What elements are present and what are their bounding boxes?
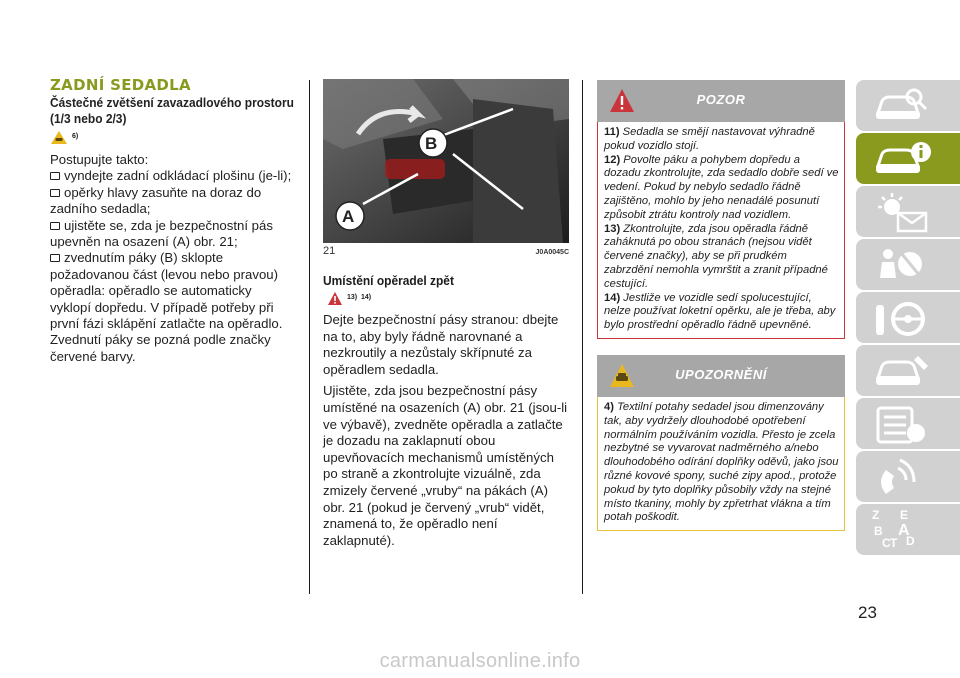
intro-text: Postupujte takto:	[50, 152, 149, 167]
figure-code: J0A0045C	[535, 249, 569, 256]
step-text: opěrky hlavy zasuňte na doraz do zadního sedadla;	[50, 184, 262, 217]
pozor-note: 12) Povolte páku a pohybem dopředu a dozadu zkontrolujte, zda sedadlo dobře sedí ve vedení. Pokud by nebylo sedadlo řádně zajištěno, mohlo by jeho nenadálé posunutí způsobit ztrátu kontroly nad vozidlem.	[604, 153, 839, 221]
tab-steering-wheel[interactable]	[856, 292, 960, 343]
left-column	[50, 76, 295, 365]
subsection-title: Částečné zvětšení zavazadlového prostoru (1/3 nebo 2/3)	[50, 95, 294, 126]
step-text: ujistěte se, zda je bezpečnostní pás upevněn na osazení (A) obr. 21;	[50, 217, 273, 250]
tab-car-info[interactable]	[856, 133, 960, 184]
checkbox-bullet-icon	[50, 254, 60, 262]
figure-21-photo	[323, 79, 569, 243]
upozorneni-box	[597, 397, 845, 531]
section-title: ZADNÍ SEDADLA	[50, 76, 191, 94]
tab-index[interactable]	[856, 504, 960, 555]
pozor-box	[597, 122, 845, 339]
specifications-icon	[872, 405, 928, 445]
step-item	[50, 168, 295, 184]
warning-ref-number: 6)	[72, 133, 79, 140]
middle-column	[323, 79, 569, 549]
caution-car-icon	[50, 130, 68, 145]
paragraph: Dejte bezpečnostní pásy stranou: dbejte na to, aby byly řádně narovnané a nezkroutily a nezůstaly skřípnuté za opěradlem sedadla.	[323, 312, 559, 377]
callout-b: B	[425, 134, 438, 153]
airbag-icon	[872, 246, 928, 286]
callout-a: A	[342, 207, 355, 226]
car-service-icon	[872, 352, 932, 392]
chapter-tabs	[856, 80, 960, 557]
tab-car-search[interactable]	[856, 80, 960, 131]
upozorneni-note: 4) Textilní potahy sedadel jsou dimenzovány tak, aby vydržely dlouhodobé opotřebení normálním používáním vozidla. Přesto je zcela nezbytné se vyvarovat nadměrného a/nebo dlouhodobého odírání doplňky oděvů, jako jsou různé kovové spony, suché zipy apod., protože pokud by tyto doplňky působily vždy na stejné místo tkaniny, mohly by zpřetrhat vlákna a tím potah poškodit.	[604, 400, 839, 524]
step-item	[50, 218, 295, 251]
figure-number: 21	[323, 245, 336, 257]
paragraph: Ujistěte, zda jsou bezpečnostní pásy umístěné na osazeních (A) obr. 21 (jsou-li ve výbavě), zvedněte opěradla a zatlačte je dozadu na zaklapnutí obou upevňovacích mechanismů umístěných po straně a zkontrolujte vizuálně, zda zmizely červené „vruby“ na pákách (A) obr. 21 (pokud je červený „vrub“ vidět, znamená to, že opěradlo není zaklapnuté).	[323, 383, 568, 548]
upozorneni-header	[597, 355, 845, 397]
watermark: carmanualsonline.info	[379, 650, 581, 672]
warning-reference	[50, 130, 295, 150]
warning-references	[327, 291, 569, 311]
upozorneni-title: UPOZORNĚNÍ	[675, 366, 767, 382]
tab-car-service[interactable]	[856, 345, 960, 396]
tab-multimedia[interactable]	[856, 451, 960, 502]
page-number: 23	[858, 603, 877, 622]
tab-specifications[interactable]	[856, 398, 960, 449]
pozor-title: POZOR	[696, 92, 746, 107]
multimedia-icon	[872, 458, 928, 498]
right-column	[597, 80, 845, 531]
pozor-header	[597, 80, 845, 122]
tab-airbag[interactable]	[856, 239, 960, 290]
index-icon: Z E B A D C T	[872, 508, 915, 550]
tab-warning-lights[interactable]	[856, 186, 960, 237]
pozor-note: 11) Sedadla se smějí nastavovat výhradně pokud vozidlo stojí.	[604, 126, 815, 152]
column-divider	[582, 80, 583, 594]
pozor-note: 13) Zkontrolujte, zda jsou opěradla řádně zaháknutá po obou stranách (nejsou vidět červené značky), aby se při prudkém zabrzdění nemohla vymrštit a zranit případné cestující.	[604, 222, 828, 290]
checkbox-bullet-icon	[50, 172, 60, 180]
subsection-title: Umístění opěradel zpět	[323, 273, 454, 288]
checkbox-bullet-icon	[50, 222, 60, 230]
car-info-icon	[872, 140, 934, 180]
step-item	[50, 185, 295, 218]
step-item	[50, 250, 295, 365]
car-search-icon	[872, 87, 928, 125]
step-text: zvednutím páky (B) sklopte požadovanou část (levou nebo pravou) opěradla: opěradlo se automaticky vyklopí dopředu. V případě potřeby při první fázi sklápění zatlačte na opěradlo. Zvednutí páky se pozná podle značky červené barvy.	[50, 250, 283, 364]
warning-ref-numbers: 13) 14)	[347, 294, 372, 301]
pozor-note: 14) Jestliže ve vozidle sedí spolucestující, nelze používat loketní opěrku, ale je třeba, aby bylo prostřední opěradlo řádně upevněné.	[604, 291, 836, 332]
danger-icon	[327, 291, 343, 306]
steering-wheel-icon	[872, 299, 932, 339]
rear-seat-illustration	[323, 79, 569, 243]
checkbox-bullet-icon	[50, 189, 60, 197]
column-divider	[309, 80, 310, 594]
warning-lights-icon	[872, 193, 932, 233]
step-text: vyndejte zadní odkládací plošinu (je-li);	[64, 168, 292, 184]
figure-caption	[323, 245, 569, 259]
